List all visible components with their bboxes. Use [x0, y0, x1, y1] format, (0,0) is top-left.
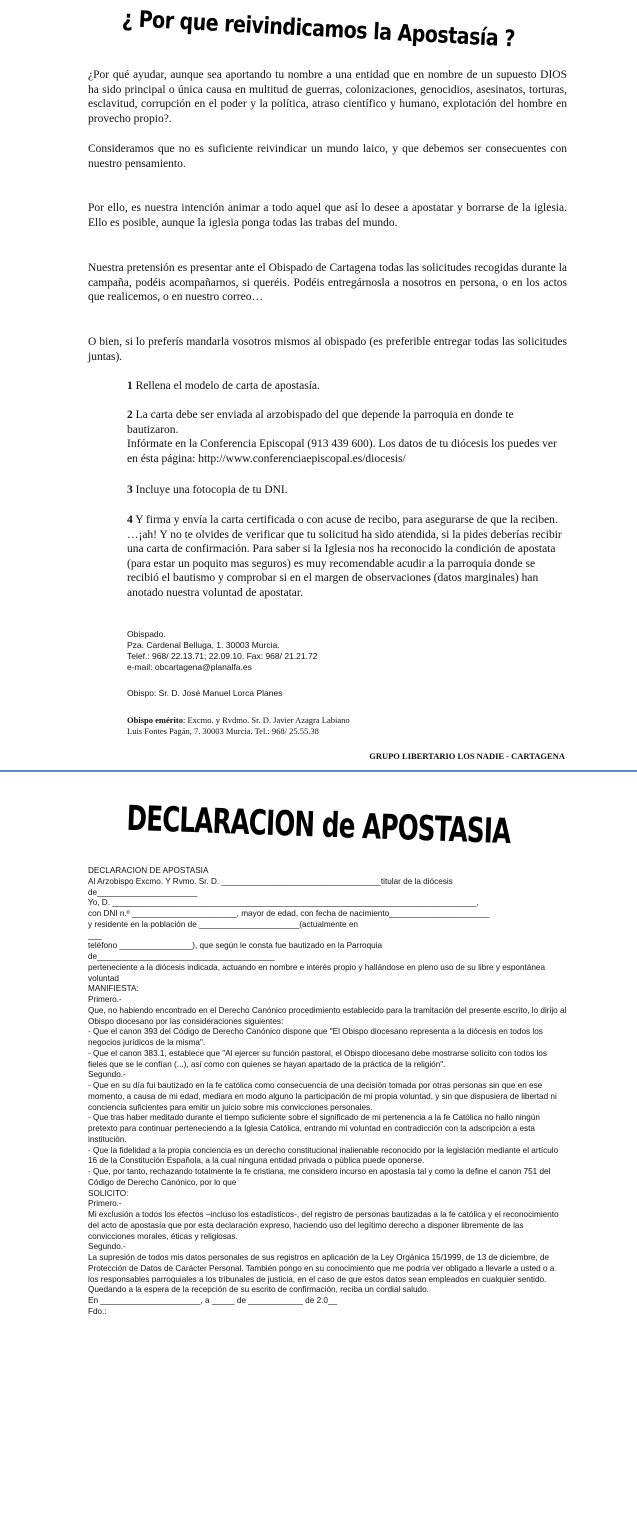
step-2: 2 La carta debe ser enviada al arzobispado del que depende la parroquia en donde te bautizaron. [127, 409, 514, 436]
declaration-line: ___ [88, 930, 102, 940]
declaration-line: Yo, D. ________________________________________________________________________________, [88, 898, 479, 908]
declaration-line: Mi exclusión a todos los efectos –incluso los estadísticos-, del registro de personas bautizadas a la fe católica y el reconocimiento [88, 1210, 559, 1219]
step-4: 4 Y firma y envía la carta certificada o con acuse de recibo, para asegurarse de que la reciben. …¡ah! Y no te olvides de verificar que tu solicitud ha sido atendida, si la pides deberías recibir una carta de confirmación. Para saber si la Iglesia nos ha reconocido la condición de apostata (para estar un poquito mas seguros) es muy recomendable acudir a la parroquia donde se recibió el bautismo y comprobar si en el margen de observaciones (datos marginales) han anotado nuestra voluntad de apostatar. [127, 514, 562, 599]
contact-email: e-mail: obcartagena@planalfa.es [127, 662, 252, 672]
paragraph-intention: Por ello, es nuestra intención animar a todo aquel que así lo desee a apostatar y borrarse de la iglesia. Ello es posible, aunque la iglesia ponga todas las trabas del mundo. [88, 202, 567, 229]
bishop-line: Obispo: Sr. D. José Manuel Lorca Planes [127, 688, 283, 698]
declaration-line: voluntad [88, 973, 119, 983]
declaration-line: perteneciente a la diócesis indicada, actuando en nombre e interés propio y hallándose en pleno uso de su libre y espontánea [88, 962, 545, 972]
paragraph-alternative: O bien, si lo preferís mandarla vosotros mismos al obispado (es preferible entregar todas las solicitudes juntas). [88, 336, 567, 363]
contact-block [127, 629, 317, 673]
declaration-line: MANIFIESTA: [88, 984, 139, 994]
contact-line: Obispado. [127, 629, 166, 639]
intro-paragraph: ¿Por qué ayudar, aunque sea aportando tu nombre a una entidad que en nombre de un supuesto DIOS ha sido principal o única causa en multitud de guerras, colonizaciones, genocidios, asesinatos, torturas, esclavitud, corrupción en el poder y la política, atraso científico y humano, explotación del hombre en provecho propio?. [88, 69, 567, 125]
declaration-line: 16 de la Constitución Española, a la cual ninguna entidad privada o pública puede oponerse. [88, 1156, 425, 1166]
declaration-line: de_______________________________________ [88, 952, 275, 961]
declaration-line: Fdo.: [88, 1306, 107, 1316]
declaration-line: pretexto para continuar perteneciendo a la Iglesia Católica, entrando mi voluntad en contradicción con la adscripción a esta [88, 1124, 535, 1133]
step-3: 3 Incluye una fotocopia de tu DNI. [127, 484, 288, 496]
declaration-line: y residente en la población de ______________________(actualmente en [88, 919, 358, 929]
declaration-title: DECLARACION de APOSTASIA [125, 798, 512, 853]
declaration-line: La supresión de todos mis datos personales de sus registros en aplicación de la Ley Orgánica 15/1999, de 13 de diciembre, de [88, 1253, 550, 1262]
declaration-line: Que, no habiendo encontrado en el Derecho Canónico procedimiento establecido para la tramitación del presente escrito, lo dirijo al [88, 1005, 567, 1015]
declaration-line: los responsables parroquiales a los tribunales de justicia, en el caso de que estos datos sean empleados en cualquier sentido. [88, 1274, 547, 1284]
declaration-line: - Que tras haber meditado durante el tiempo suficiente sobre el significado de mi pertenencia a la fe Católica no hallo ningún [88, 1113, 540, 1123]
declaration-line: Segundo.- [88, 1070, 126, 1080]
paragraph-laico: Consideramos que no es suficiente reivindicar un mundo laico, y que debemos ser consecuentes con nuestro pensamiento. [88, 143, 567, 170]
declaration-line: Primero.- [88, 1199, 122, 1209]
declaration-line: En ______________________, a _____ de ____________ de 2.0__ [88, 1296, 338, 1305]
declaration-line: - Que el canon 393 del Código de Derecho Canónico dispone que "El Obispo diocesano representa a la diócesis en todos los [88, 1027, 543, 1037]
step-2-info: Infórmate en la Conferencia Episcopal (913 439 600). Los datos de tu diócesis los puedes ver en ésta página: http://www.conferenciaepiscopal.es/diocesis/ [127, 438, 557, 465]
step-1: 1 Rellena el modelo de carta de apostasía. [127, 380, 320, 392]
paragraph-pretension: Nuestra pretensión es presentar ante el Obispado de Cartagena todas las solicitudes recogidas durante la campaña, podéis acompañarnos, si queréis. Podéis entregárnosla a nosotros en persona, o en los actos que realicemos, o en nuestro correo… [88, 262, 567, 303]
declaration-line: DECLARACION DE APOSTASIA [88, 866, 209, 875]
group-signature: GRUPO LIBERTARIO LOS NADIE - CARTAGENA [369, 751, 565, 761]
declaration-line: fieles que se le confían (...), así como con quienes se hayan apartado de la práctica de la religión". [88, 1059, 446, 1069]
declaration-line: - Que, por tanto, rechazando totalmente la fe cristiana, me considero incurso en apostasía tal y como la define el canon 751 del [88, 1167, 551, 1176]
contact-line: Telef.: 968/ 22.13.71; 22.09.10. Fax: 968/ 21.21.72 [127, 651, 318, 661]
declaration-line: Obispo diocesano por las consideraciones siguientes: [88, 1016, 284, 1026]
declaration-line: Protección de Datos de Carácter Personal. También pongo en su conocimiento que me podría ver obligado a llevarle a usted o a [88, 1263, 555, 1273]
declaration-line: - Que la fidelidad a la propia conciencia es un derecho constitucional inalienable reconocido por la legislación mediante el artículo [88, 1145, 559, 1155]
declaration-line: Segundo.- [88, 1242, 126, 1252]
contact-line: Pza. Cardenal Belluga, 1. 30003 Murcia. [127, 640, 280, 650]
declaration-line: Código de Derecho Canónico, por lo que [88, 1177, 237, 1187]
declaration-line: - Que en su día fui bautizado en la fe católica como consecuencia de una decisión tomada por otras personas sin que en ese [88, 1081, 543, 1090]
declaration-line: teléfono ________________), que según le consta fue bautizado en la Parroquia [88, 941, 383, 951]
declaration-line: Quedando a la espera de la recepción de su escrito de confirmación, reciba un cordial saludo. [88, 1285, 429, 1295]
declaration-line: negocios jurídicos de la misma". [88, 1038, 206, 1047]
page-title: ¿ Por que reivindicamos la Apostasía ? [121, 5, 516, 53]
declaration-line: institución. [88, 1134, 127, 1144]
declaration-line: SOLICITO: [88, 1188, 129, 1198]
declaration-line: convicciones morales, éticas y religiosas. [88, 1231, 238, 1241]
declaration-line: con DNI n.º _______________________, mayor de edad, con fecha de nacimiento______________________ [88, 909, 490, 918]
declaration-line: Al Arzobispo Excmo. Y Rvmo. Sr. D. ___________________________________titular de la diócesis [88, 876, 453, 886]
declaration-line: del acto de apostasía que por esta declaración expreso, haciendo uso del legítimo derecho a disponer libremente de las [88, 1220, 524, 1230]
declaration-form [88, 866, 568, 1318]
emeritus-block: Obispo emérito: Excmo. y Rvdmo. Sr. D. Javier Azagra Labiano Luis Fontes Pagán, 7. 30003 Murcia. Tel.: 968/ 25.55.38 [127, 715, 350, 736]
declaration-line: conciencia suficientes para emitir un juicio sobre mis convicciones personales. [88, 1102, 373, 1112]
declaration-line: momento, a causa de mi edad, mediara en modo alguno la participación de mi propia voluntad, y sin que dispusiera de libertad ni [88, 1091, 557, 1101]
declaration-line: Primero.- [88, 995, 122, 1004]
declaration-line: de______________________ [88, 887, 198, 897]
declaration-line: - Que el canon 383.1, establece que "Al ejercer su función pastoral, el Obispo diocesano debe mostrarse solícito con todos los [88, 1048, 547, 1058]
